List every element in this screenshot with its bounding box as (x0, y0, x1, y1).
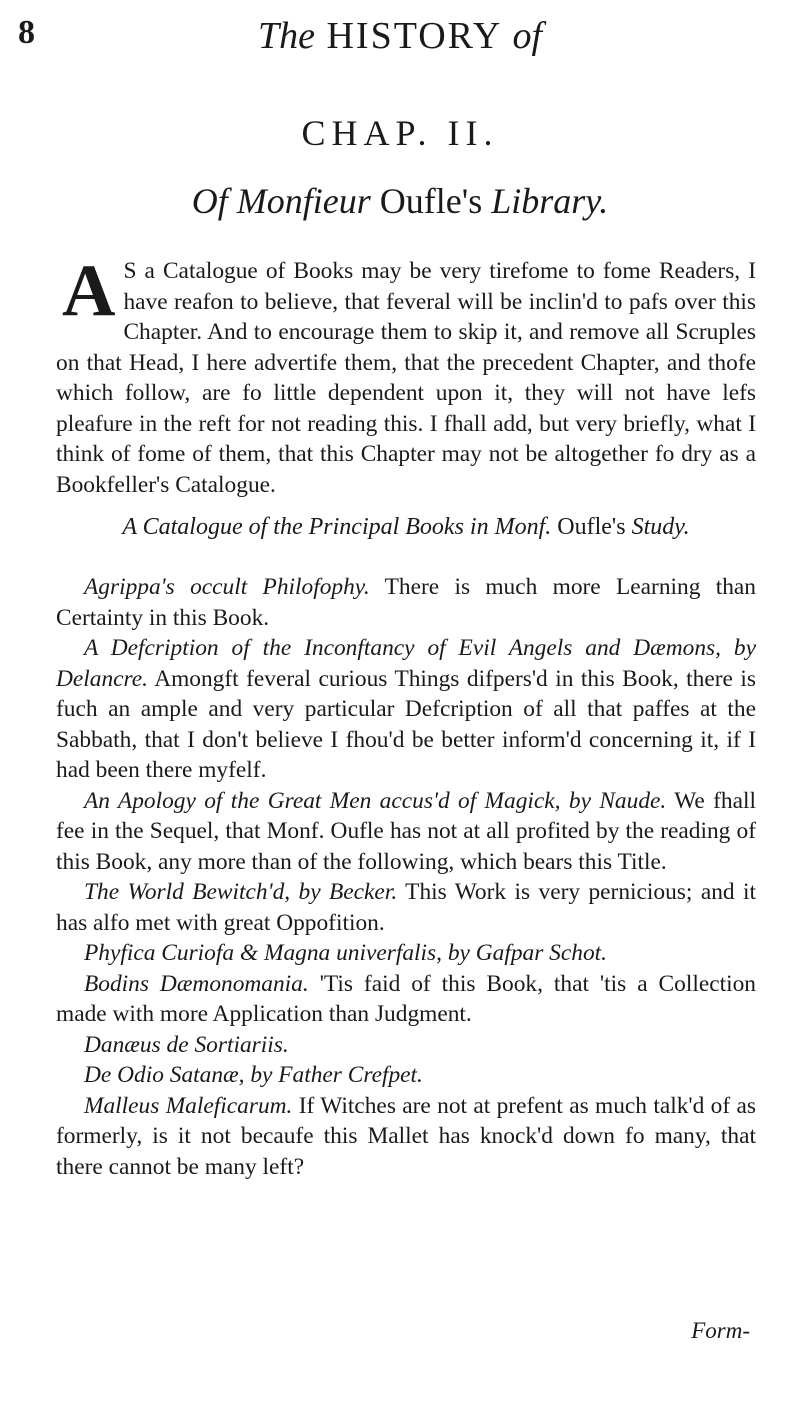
entry-comment: We fhall fee in the Sequel, that Monf. Oufle has not at all profited by the reading of this Book, any more than of the following, which bears this Title. (56, 787, 756, 875)
catalogue-entry (56, 1091, 756, 1183)
entry-comment: Amongft feveral curious Things difpers'd in this Book, there is fuch an ample and very particular Defcription of all that paffes at the Sabbath, that I don't believe I fhou'd be better inform'd concerning it, if I had been there myfelf. (56, 665, 756, 783)
entry-title: The World Bewitch'd, by Becker. (84, 879, 398, 905)
running-title-prefix: The (257, 15, 315, 57)
catalogue-entry (56, 1030, 756, 1061)
catalogue-entry (56, 572, 756, 633)
catalogue-entry (56, 877, 756, 938)
catalogue-entry (56, 969, 756, 1030)
catalogue-heading (56, 514, 756, 541)
entry-comment: This Work is very pernicious; and it has alfo met with great Oppofition. (56, 879, 756, 936)
chapter-title-start: Of Monfieur (191, 181, 371, 221)
catalogue-entries (56, 572, 756, 1182)
catalogue-entry (56, 938, 756, 969)
catalogue-heading-name: Oufle's (557, 514, 626, 540)
chapter-title-end: Library. (491, 181, 609, 221)
entry-title: Phyfica Curiofa & Magna univerfalis, by Gafpar Schot. (84, 940, 607, 966)
drop-cap: A (62, 250, 116, 332)
intro-paragraph (56, 250, 756, 500)
running-title (0, 14, 800, 58)
intro-text: S a Catalogue of Books may be very tirefome to fome Readers, I have reafon to believe, that feveral will be inclin'd to pafs over this Chapter. And to encourage them to skip it, and remove all Scruples on that Head, I here advertife them, that the precedent Chapter, and thofe which follow, are fo little dependent upon it, they will not have lefs pleafure in the reft for not reading this. I fhall add, but very briefly, what I think of fome of them, that this Chapter may not be altogether fo dry as a Bookfeller's Catalogue. (56, 258, 756, 498)
entry-title: Malleus Maleficarum. (84, 1092, 293, 1119)
running-title-main: HISTORY (326, 15, 501, 57)
running-head (0, 8, 800, 68)
catchword: Form- (691, 1318, 750, 1343)
catalogue-entry (56, 1060, 756, 1091)
entry-title: De Odio Satanæ, by Father Crefpet. (84, 1062, 423, 1088)
entry-title: Agrippa's occult Philofophy. (84, 574, 370, 600)
catalogue-heading-start: A Catalogue of the Principal Books in Monf. (122, 514, 552, 540)
entry-comment: If Witches are not at prefent as much talk'd of as formerly, is it not becaufe this Mallet has knock'd down fo many, that there cannot be many left? (56, 1092, 756, 1180)
entry-title: Danæus de Sortiariis. (84, 1031, 289, 1058)
chapter-heading: CHAP. II. (301, 113, 499, 153)
running-title-suffix: of (512, 15, 543, 57)
entry-title: A Defcription of the Inconftancy of Evil Angels and Dæmons, by Delancre. (56, 635, 756, 692)
entry-comment: There is much more Learning than Certainty in this Book. (56, 574, 756, 631)
catalogue-entry (56, 786, 756, 878)
page-number: 8 (18, 14, 35, 51)
catalogue-heading-end: Study. (631, 514, 690, 540)
chapter-title (0, 180, 800, 222)
chapter-title-name: Oufle's (379, 181, 483, 221)
entry-title: An Apology of the Great Men accus'd of Magick, by Naude. (84, 787, 667, 814)
catalogue-entry (56, 633, 756, 786)
entry-title: Bodins Dæmonomania. (84, 970, 309, 997)
entry-comment: 'Tis faid of this Book, that 'tis a Collection made with more Application than Judgment. (56, 970, 756, 1027)
